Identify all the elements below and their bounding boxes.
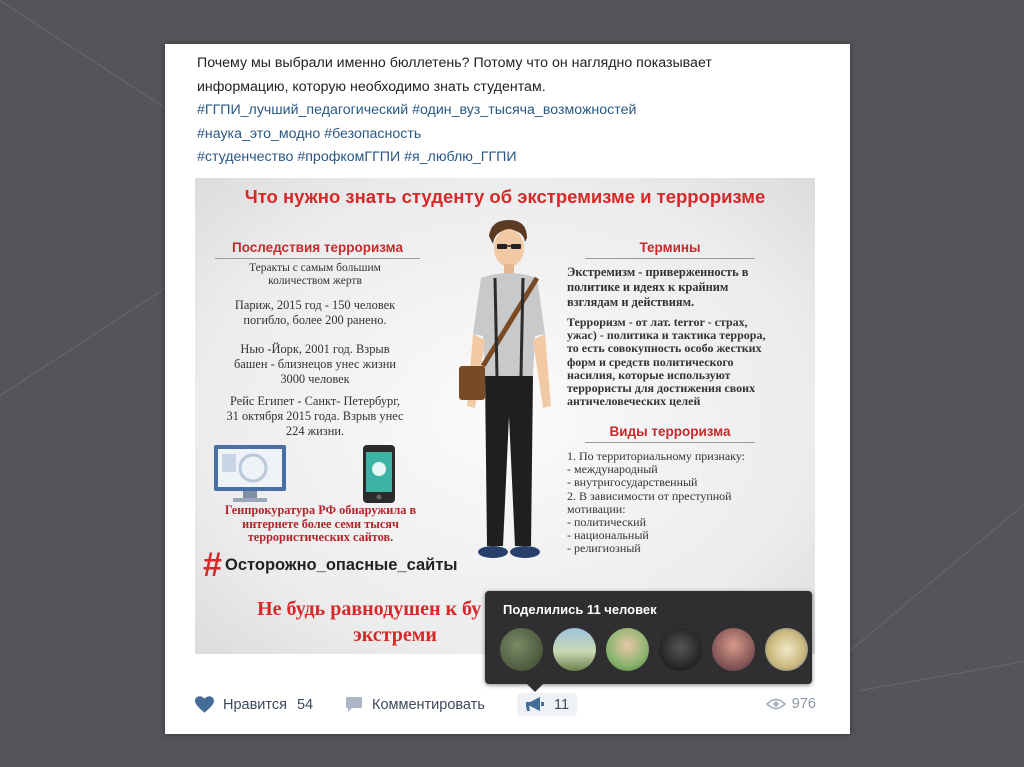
text-line: террористы для достижения своих [567,381,756,396]
share-button[interactable] [517,693,577,716]
tooltip-title[interactable]: Поделились 11 человек [503,602,657,617]
text-line: Экстремизм - приверженность в [567,265,749,279]
text-line: 1. По территориальному признаку: [567,449,746,463]
shares-tooltip [485,591,812,684]
post-action-bar [165,684,850,724]
terms-heading: Термины [585,240,755,259]
text-line: форм и средств политического [567,354,734,369]
background-line [0,0,193,126]
background-line [0,275,185,396]
like-button[interactable] [195,696,313,713]
text-line: Париж, 2015 год - 150 человек [234,298,396,312]
avatar[interactable] [606,628,649,671]
text-line: политике и идеях к крайним [567,279,729,294]
phone-illustration [362,444,396,504]
text-line: террористических сайтов. [247,530,394,544]
egypt-fact [205,394,425,438]
text-line: - внутригосударственный [567,475,698,490]
share-count: 11 [554,696,570,713]
text-line: интернете более семи тысяч [242,516,399,531]
text-line: то есть совокупность особо жестких [567,341,762,356]
text-line: погибло, более 200 ранено. [243,312,387,327]
poster-image[interactable] [195,178,815,654]
text-line: античеловеческих целей [567,394,701,409]
types-list [567,450,807,556]
background-line [850,483,1024,651]
consequences-subtitle [210,262,420,288]
newyork-fact [205,342,425,386]
like-count: 54 [296,696,314,713]
paris-fact [205,298,425,328]
like-label: Нравится [223,696,287,713]
heart-icon [195,696,214,713]
text-line: взглядам и действиям. [567,294,695,309]
text-line: мотивации: [567,501,626,516]
hashtag-line[interactable]: #наука_это_модно #безопасность [197,125,422,142]
text-line: - национальный [567,528,649,543]
text-line: башен - близнецов унес жизни [234,356,396,371]
eye-icon [766,698,786,710]
post-text-line: информацию, которую необходимо знать студентам. [197,78,546,95]
text-line: количеством жертв [268,275,362,287]
hashtag-caption: Осторожно_опасные_сайты [225,556,458,574]
text-line: Теракты с самым большим [249,262,381,274]
text-line: - религиозный [567,541,641,556]
extremism-definition [567,265,807,309]
avatar[interactable] [765,628,808,671]
text-line: насилия, которые используют [567,367,731,382]
text-line: 3000 человек [280,371,350,386]
text-line: Терроризм - от лат. terror - страх, [567,315,748,329]
comment-icon [345,696,363,713]
text-line: Генпрокуратура РФ обнаружила в [224,503,417,517]
text-line: - международный [567,462,658,477]
hashtag-line[interactable]: #ГГПИ_лучший_педагогический #один_вуз_тысяча_возможностей [197,102,637,118]
hashtag-line[interactable]: #студенчество #профкомГГПИ #я_люблю_ГГПИ [197,149,517,165]
text-line: 31 октября 2015 года. Взрыв унес [226,408,404,423]
slogan-part: Не будь равнодушен к бу [257,598,482,620]
comment-button[interactable] [345,696,485,713]
background-line [860,655,1024,691]
post-text-line: Почему мы выбрали именно бюллетень? Потому что он наглядно показывает [197,55,712,71]
avatar[interactable] [659,628,702,671]
consequences-heading: Последствия терроризма [215,240,420,259]
views-counter [766,696,816,712]
avatar[interactable] [712,628,755,671]
hash-symbol: # [203,546,222,584]
student-illustration [453,216,563,572]
avatar[interactable] [500,628,543,671]
text-line: - политический [567,515,646,530]
text-line: ужас) - политика и тактика террора, [567,328,766,343]
poster-title: Что нужно знать студенту об экстремизме и терроризме [244,186,766,207]
avatar[interactable] [553,628,596,671]
prosecutor-fact [203,504,438,545]
text-line: Нью -Йорк, 2001 год. Взрыв [240,342,390,356]
monitor-illustration [213,444,287,504]
text-line: 2. В зависимости от преступной [567,488,732,503]
terrorism-definition [567,316,807,408]
text-line: Рейс Египет - Санкт- Петербург, [229,394,401,408]
post-text [197,52,817,170]
poster-slogan-line2: экстреми [353,624,437,646]
megaphone-icon [525,696,545,713]
comment-label: Комментировать [372,696,485,713]
views-count: 976 [791,696,816,712]
sharer-avatars [500,628,808,671]
text-line: 224 жизни. [285,423,345,438]
types-heading: Виды терроризма [585,424,755,443]
